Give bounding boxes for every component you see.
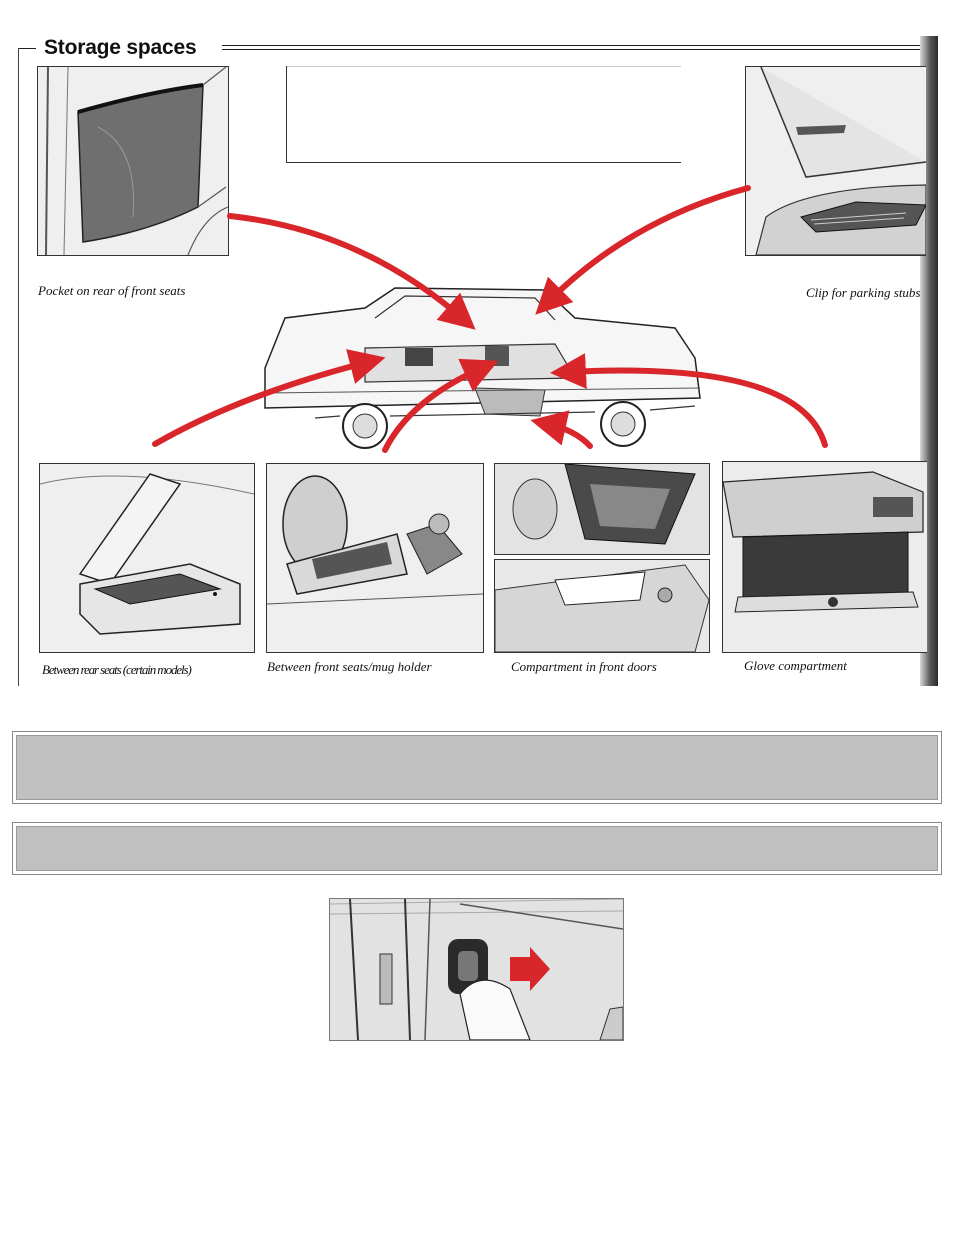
door-handle-icon — [495, 464, 709, 554]
caption-front-seats: Between front seats/mug holder — [267, 659, 432, 674]
front-door-illustration-bottom — [494, 559, 710, 653]
rear-armrest-icon — [40, 464, 254, 652]
rear-seats-illustration — [39, 463, 255, 653]
caption-rear-seats: Between rear seats (certain models) — [42, 662, 191, 677]
caption-glove: Glove compartment — [744, 658, 847, 673]
caption-pocket: Pocket on rear of front seats — [38, 283, 186, 298]
front-armrest-mug-icon — [267, 464, 483, 652]
door-pocket-icon — [495, 560, 709, 652]
hood-release-illustration — [329, 898, 624, 1041]
glove-illustration — [722, 461, 927, 653]
hood-release-arrow-icon — [330, 899, 623, 1040]
page-title: Storage spaces — [40, 36, 200, 60]
glove-box-icon — [723, 462, 927, 652]
grey-bar-2 — [12, 822, 942, 875]
grey-bar-1 — [12, 731, 942, 804]
front-seats-illustration — [266, 463, 484, 653]
front-door-illustration-top — [494, 463, 710, 555]
caption-front-doors: Compartment in front doors — [511, 659, 657, 674]
caption-clip: Clip for parking stubs — [806, 285, 921, 300]
